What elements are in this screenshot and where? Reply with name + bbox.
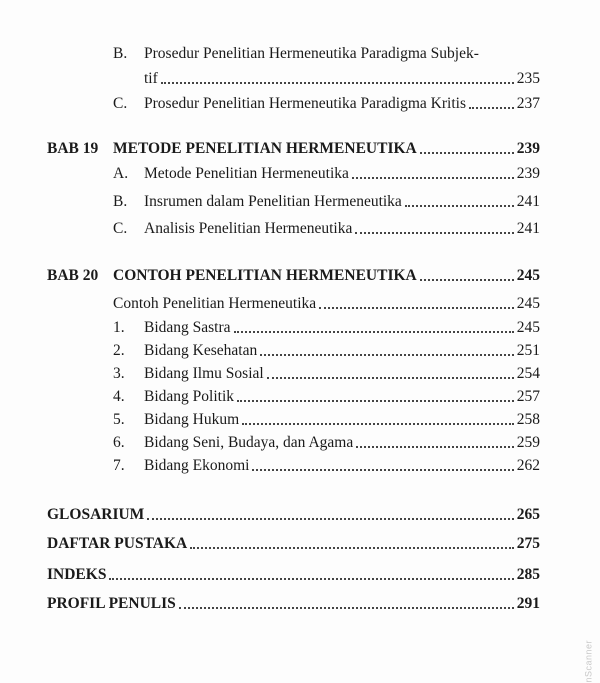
chapter-label: BAB 19 (47, 140, 99, 157)
leader-dots (355, 232, 513, 234)
toc-entry-title: Bidang Hukum (144, 411, 240, 428)
leader-dots (237, 400, 514, 402)
toc-entry-bab18-c[interactable] (113, 94, 540, 114)
toc-entry-bab20-2[interactable] (113, 341, 540, 361)
leader-dots (147, 518, 513, 520)
toc-entry-bab20-1[interactable] (113, 318, 540, 338)
toc-entry-bab19-b[interactable] (113, 192, 540, 212)
leader-dots (190, 547, 514, 549)
toc-glosarium[interactable] (47, 505, 540, 525)
leader-dots (252, 469, 513, 471)
leader-dots (356, 446, 514, 448)
toc-entry-title: tif (144, 70, 158, 87)
toc-entry-title: Bidang Sastra (144, 319, 231, 336)
toc-entry-number: 5. (113, 411, 125, 428)
toc-page-number: 239 (516, 140, 540, 157)
toc-entry-title: Contoh Penelitian Hermeneutika (113, 295, 317, 312)
toc-page-number: 265 (516, 506, 540, 523)
toc-page-number: 262 (516, 457, 540, 474)
toc-entry-title: Prosedur Penelitian Hermeneutika Paradigma Kritis (144, 95, 466, 112)
toc-entry-number: 4. (113, 388, 125, 405)
chapter-title: CONTOH PENELITIAN HERMENEUTIKA (113, 267, 417, 284)
toc-entry-title: Bidang Ekonomi (144, 457, 250, 474)
toc-entry-number: 3. (113, 365, 125, 382)
toc-entry-title: Analisis Penelitian Hermeneutika (144, 220, 353, 237)
toc-page-number: 241 (516, 220, 540, 237)
leader-dots (267, 377, 514, 379)
toc-daftar-pustaka[interactable] (47, 534, 540, 554)
toc-entry-bab19-a[interactable] (113, 164, 540, 184)
toc-entry-title: PROFIL PENULIS (47, 595, 176, 612)
toc-entry-bab18-b-letter: B. (113, 45, 128, 62)
leader-dots (405, 205, 514, 207)
toc-entry-title: INDEKS (47, 566, 107, 583)
toc-entry-bab20-intro[interactable] (113, 294, 540, 314)
toc-chapter-20[interactable] (47, 266, 540, 286)
toc-entry-title: GLOSARIUM (47, 506, 145, 523)
leader-dots (179, 607, 514, 609)
toc-page-number: 245 (516, 267, 540, 284)
leader-dots (420, 279, 514, 281)
toc-entry-title: Bidang Ilmu Sosial (144, 365, 264, 382)
toc-page-number: 251 (516, 342, 540, 359)
toc-entry-letter: C. (113, 95, 128, 112)
toc-entry-title: Insrumen dalam Penelitian Hermeneutika (144, 193, 402, 210)
toc-entry-number: 1. (113, 319, 125, 336)
toc-page-number: 235 (516, 70, 540, 87)
toc-entry-title: Bidang Kesehatan (144, 342, 258, 359)
toc-entry-letter: B. (113, 193, 128, 210)
toc-entry-title: Bidang Seni, Budaya, dan Agama (144, 434, 354, 451)
toc-page-number: 241 (516, 193, 540, 210)
toc-page-number: 239 (516, 165, 540, 182)
toc-entry-title: DAFTAR PUSTAKA (47, 535, 188, 552)
leader-dots (234, 331, 514, 333)
toc-entry-bab20-3[interactable] (113, 364, 540, 384)
scanner-watermark: nScanner (584, 640, 594, 683)
toc-entry-number: 2. (113, 342, 125, 359)
toc-page-number: 245 (516, 295, 540, 312)
leader-dots (469, 107, 514, 109)
toc-entry-bab18-b[interactable] (144, 69, 540, 89)
toc-entry-bab20-5[interactable] (113, 410, 540, 430)
toc-page-number: 259 (516, 434, 540, 451)
toc-entry-bab18-b-line1: Prosedur Penelitian Hermeneutika Paradigma Subjek- (144, 45, 479, 62)
leader-dots (260, 354, 514, 356)
toc-page-number: 258 (516, 411, 540, 428)
toc-page-number: 257 (516, 388, 540, 405)
toc-page-number: 275 (516, 535, 540, 552)
leader-dots (420, 152, 514, 154)
toc-page-number: 245 (516, 319, 540, 336)
leader-dots (242, 423, 514, 425)
toc-chapter-19[interactable] (47, 139, 540, 159)
toc-entry-letter: C. (113, 220, 128, 237)
toc-indeks[interactable] (47, 565, 540, 585)
chapter-title: METODE PENELITIAN HERMENEUTIKA (113, 140, 417, 157)
leader-dots (161, 82, 514, 84)
leader-dots (352, 177, 514, 179)
toc-entry-letter: A. (113, 165, 129, 182)
chapter-label: BAB 20 (47, 267, 99, 284)
toc-entry-bab20-7[interactable] (113, 456, 540, 476)
toc-entry-bab20-6[interactable] (113, 433, 540, 453)
leader-dots (109, 578, 513, 580)
toc-entry-title: Metode Penelitian Hermeneutika (144, 165, 349, 182)
toc-entry-title: Bidang Politik (144, 388, 234, 405)
toc-entry-bab19-c[interactable] (113, 219, 540, 239)
toc-page-number: 237 (516, 95, 540, 112)
toc-entry-bab20-4[interactable] (113, 387, 540, 407)
toc-entry-number: 6. (113, 434, 125, 451)
toc-page-number: 291 (516, 595, 540, 612)
leader-dots (319, 307, 514, 309)
toc-entry-number: 7. (113, 457, 125, 474)
toc-page-number: 254 (516, 365, 540, 382)
toc-profil-penulis[interactable] (47, 594, 540, 614)
toc-page-number: 285 (516, 566, 540, 583)
